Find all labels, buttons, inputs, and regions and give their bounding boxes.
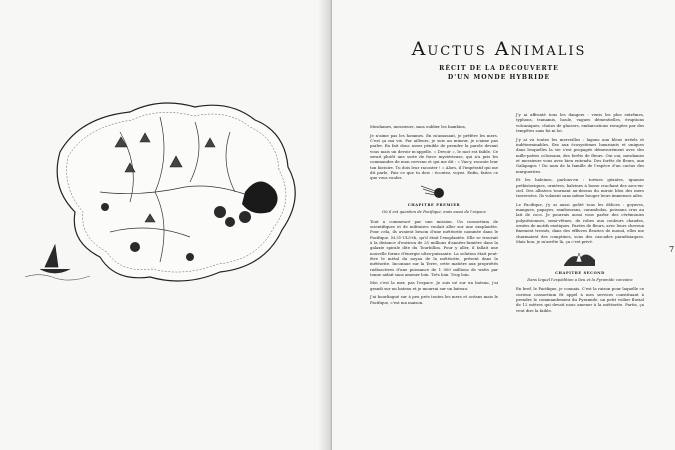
subtitle-line-1: RÉCIT DE LA DÉCOUVERTE [439,65,559,72]
meteor-icon [420,184,448,200]
page-number: 7 [669,245,675,254]
text-column-1 [370,124,498,308]
chapter-heading: CHAPITRE PREMIER [407,202,461,207]
page-subtitle [354,64,644,82]
chapter-heading: CHAPITRE SECOND [555,270,605,275]
paragraph: J'y ai vu toutes les merveilles : lagons aux bleus irréels et indéterminables, îles aux écosystèmes luxuriants et uniques dans lesquelles la vie s'est propagée démesurément avec des mille-pattes colossaux, des forêts de fleurs. Oui oui, mesdames et messieurs vous avez bien entendu. Des forêts de fleurs, aux Galápagos ! Du nom de la famille de l'espèce d'un cactus des marguerites. [516,136,644,174]
paragraph: Tout a commencé par une mission. Un consortium de scientifiques et de militaires voulait aller sur une exoplanète. Pour cela, ils avaient besoin d'une météorite nommée dans le Pacifique. M.31-UL5-th, qu'il était l'exoplanète. Elle se trouvait à la distance d'environ de 25 millions d'années-lumière dans la galaxie spirale dite du Tourbillon. Pour y aller, il fallait une nouvelle forme d'énergie ultra-puissante. La solution était peut-être le métal du noyau de la météorite, présent dans la météorite. Inconnue sur la Terre, cette matière aux propriétés radioactives d'une puissance de 1 000 millions de watts par tonne aidait sans amener loin. Très loin. Trop loin. [370,218,498,277]
paragraph: En bref, le Pacifique, je connais. C'est la raison pour laquelle ce curieux consortium fit appel à mes services constituant à prendre le commandement du Pyramide, un petit voilier fluvial de 12 mètres qui devait nous amener à la météorite. Partis, ça veut dire la faible. [516,286,644,313]
paragraph: Moi c'est la mer, pas l'espace. Je suis né sur un bateau, j'ai grandi sur un bateau et je mourrai sur un bateau. [370,280,498,291]
left-page [0,0,332,450]
chapter-subtitle: Dans lequel l'expédition a lieu et la Pyramide convainc [527,277,633,282]
paragraph: Mesdames, messieurs, sans oublier les bambins, [370,124,466,129]
paragraph: Le Pacifique, j'y ai aussi goûté tous les délices : goyaves, mangues, papayes, rambourans, carambolas, poissons crus au lait de coco. Je pourrais aussi vous parler des cérémonies polynésiennes, semi-vêtues, de robes aux couleurs chaudes, ornées de motifs exotiques. Parées de fleurs, avec leurs cheveux finement tressés, dans des effluves fleuries de monoï, elles me charmaient des comptines, sous des cascades paradisiaques. Mais bon, je m'arrête là, ça c'est privé. [516,201,644,245]
island-map-illustration [20,72,320,302]
paragraph: J'ai bourlingué sur à peu près toutes les mers et océans mais le Pacifique, c'est ma maison. [370,294,498,305]
wave-ship-icon [562,248,598,268]
chapter-subtitle: Où il est question de Pacifique, mais aussi de l'espace [382,209,486,215]
text-column-2 [516,112,644,316]
paragraph: J'y ai affronté tous les dangers : vents les plus extrêmes, typhons, tsunamis, houle, vagues démentielles, éruptions volcaniques, chutes de glaciers, embarcations ravagées par des tempêtes sans foi ni loi. [516,112,644,134]
subtitle-line-2: D'UN MONDE HYBRIDE [447,74,551,81]
paragraph: Et les baleines, parlons-en : tortues géantes, iguanes préhistoriques, ornières, baleines à bosse crachant des arcs-en-ciel. Des albatros tournant au-dessus du miroir bleu des mers traversées. Ils volaient sans même bouger leurs immenses ailes. [516,177,644,199]
right-page [332,0,675,450]
paragraph: Je n'aime pas les hommes. En m'amusant, je préfère les mers. C'est ça ma vie. Par ailleurs, je suis un mineur, je n'aime pas parler. En fait donc assez pénible de prendre la parole devant vous mais un devoir m'appelle. « Devoir », le mot est faible. Ce serait plutôt une sorte de force mystérieuse, qui n'a pris les commandes de mon cerveau et qui me dit : « Vas-y, raconte leur ton histoire. Tu dois leur raconter ! » Alors, il l'impératif qui me dit parle, Fais ce que tu dois : écoutez, voyez. Enfin, faites ce que vous voulez. [370,132,498,181]
page-title: Auctus Animalis [411,38,587,60]
